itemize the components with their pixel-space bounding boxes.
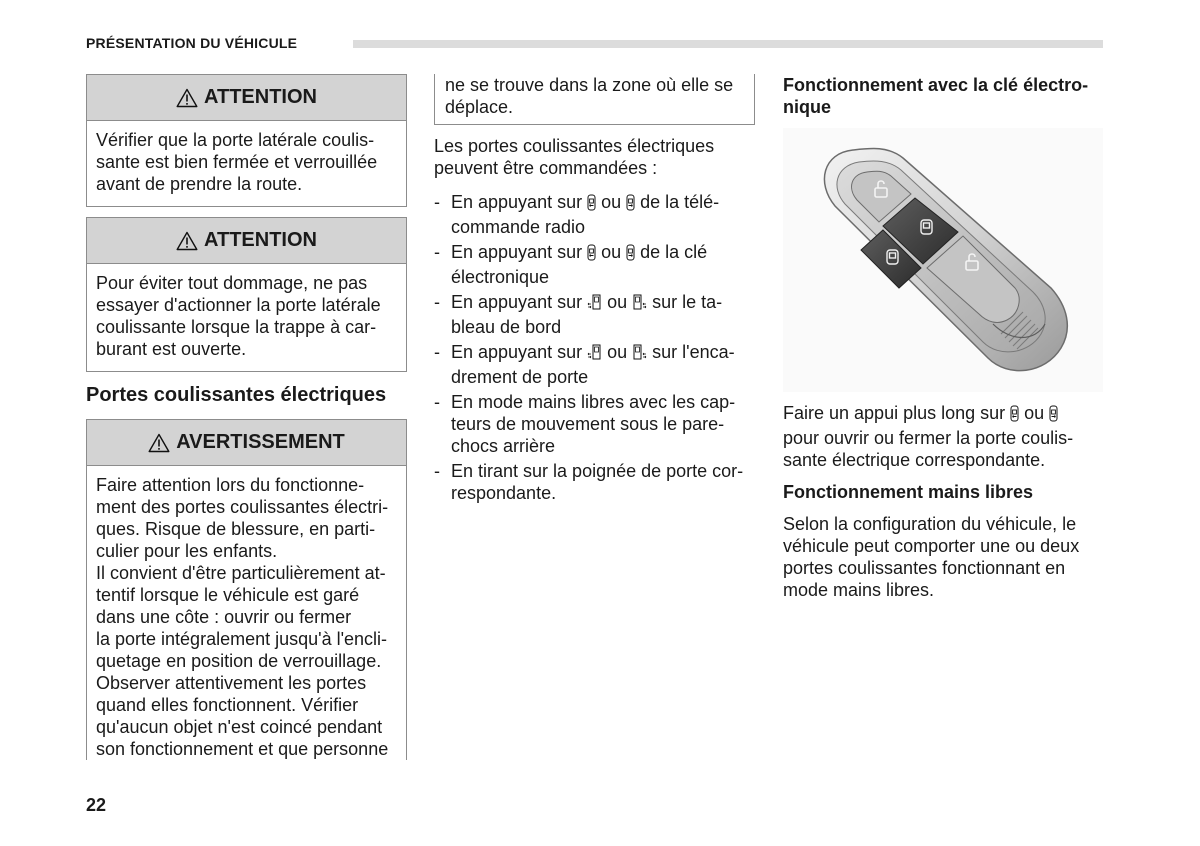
text-line: son fonctionnement et que personne — [96, 739, 389, 759]
paragraph-text: ou — [1019, 403, 1050, 423]
item-text: En appuyant sur — [451, 192, 588, 212]
text-line: avant de prendre la route. — [96, 174, 303, 194]
item-text: - En mode mains libres avec les cap- — [451, 392, 736, 412]
avertissement-header — [87, 420, 406, 466]
sliding-door-left-icon — [587, 244, 596, 266]
text-line: la porte intégralement jusqu'à l'encli- — [96, 629, 388, 649]
text-line: Les portes coulissantes électriques — [434, 136, 715, 156]
item-text: ou — [602, 342, 633, 362]
column-left — [86, 74, 407, 760]
item-text: de la télé- — [635, 192, 720, 212]
intro-paragraph — [434, 135, 755, 179]
sliding-door-left-icon — [1010, 405, 1019, 427]
item-text: électronique — [451, 267, 550, 287]
text-line: qu'aucun objet n'est coincé pendant — [96, 717, 383, 737]
text-line: Vérifier que la porte latérale coulis- — [96, 130, 375, 150]
command-list — [434, 191, 755, 504]
column-middle — [434, 74, 755, 507]
text-line: Observer attentivement les portes — [96, 673, 367, 693]
dashboard-door-right-icon — [632, 293, 647, 316]
text-line: dans une côte : ouvrir ou fermer — [96, 607, 352, 627]
text-line: ment des portes coulissantes électri- — [96, 497, 389, 517]
paragraph-text: Faire un appui plus long sur — [783, 403, 1011, 423]
attention-text-2 — [87, 264, 406, 371]
text-line: quetage en position de verrouillage. — [96, 651, 382, 671]
item-text: ou — [596, 192, 627, 212]
item-text: - En tirant sur la poignée de porte cor- — [451, 461, 744, 481]
subtitle-electronic-key — [783, 74, 1103, 118]
list-item — [434, 191, 755, 238]
attention-text-1 — [87, 121, 406, 206]
list-item — [434, 460, 755, 504]
warning-triangle-icon — [148, 433, 170, 453]
column-right — [783, 74, 1103, 601]
text-line: culier pour les enfants. — [96, 541, 278, 561]
list-item — [434, 391, 755, 457]
attention-header-1 — [87, 75, 406, 121]
dashboard-door-right-icon — [632, 343, 647, 366]
item-text: En appuyant sur — [451, 342, 588, 362]
item-text: En appuyant sur — [451, 242, 588, 262]
text-line: nique — [783, 97, 831, 117]
avertissement-continuation — [434, 74, 755, 125]
text-line: Il convient d'être particulièrement at- — [96, 563, 386, 583]
item-text: En appuyant sur — [451, 292, 588, 312]
text-line: déplace. — [445, 97, 514, 117]
running-header: PRÉSENTATION DU VÉHICULE — [86, 35, 298, 51]
avertissement-box — [86, 419, 407, 760]
header-rule — [353, 40, 1103, 48]
text-line: peuvent être commandées : — [434, 158, 658, 178]
avertissement-label: AVERTISSEMENT — [176, 431, 345, 453]
item-text: ou — [596, 242, 627, 262]
avertissement-text — [87, 466, 406, 760]
item-text: commande radio — [451, 217, 586, 237]
hands-free-paragraph — [783, 513, 1103, 601]
page-number: 22 — [86, 795, 107, 815]
item-text: teurs de mouvement sous le pare- — [451, 414, 725, 434]
text-line: tentif lorsque le véhicule est garé — [96, 585, 360, 605]
section-title: Portes coulissantes électriques — [86, 384, 387, 406]
text-line: ques. Risque de blessure, en parti- — [96, 519, 376, 539]
text-line: Faire attention lors du fonctionne- — [96, 475, 365, 495]
text-line: Fonctionnement avec la clé électro- — [783, 75, 1089, 95]
item-text: drement de porte — [451, 367, 589, 387]
attention-header-2 — [87, 218, 406, 264]
warning-triangle-icon — [176, 231, 198, 251]
text-line: pour ouvrir ou fermer la porte coulis- — [783, 428, 1074, 448]
sliding-door-right-icon — [626, 194, 635, 216]
sliding-door-left-icon — [587, 194, 596, 216]
list-item — [434, 291, 755, 338]
text-line: essayer d'actionner la porte latérale — [96, 295, 381, 315]
item-text: ou — [602, 292, 633, 312]
dashboard-door-left-icon — [587, 293, 602, 316]
item-text: bleau de bord — [451, 317, 562, 337]
attention-box-2 — [86, 217, 407, 372]
item-text: chocs arrière — [451, 436, 556, 456]
item-text: de la clé — [635, 242, 708, 262]
text-line: Pour éviter tout dommage, ne pas — [96, 273, 368, 293]
subtitle-hands-free: Fonctionnement mains libres — [783, 482, 1034, 502]
list-item — [434, 341, 755, 388]
text-line: sante est bien fermée et verrouillée — [96, 152, 378, 172]
text-line: Selon la configuration du véhicule, le — [783, 514, 1077, 534]
warning-triangle-icon — [176, 88, 198, 108]
text-line: véhicule peut comporter une ou deux — [783, 536, 1080, 556]
text-line: coulissante lorsque la trappe à car- — [96, 317, 377, 337]
text-line: mode mains libres. — [783, 580, 935, 600]
item-text: respondante. — [451, 483, 557, 503]
sliding-door-right-icon — [1049, 405, 1058, 427]
text-line: portes coulissantes fonctionnant en — [783, 558, 1066, 578]
sliding-door-right-icon — [626, 244, 635, 266]
text-line: quand elles fonctionnent. Vérifier — [96, 695, 359, 715]
item-text: sur l'enca- — [647, 342, 735, 362]
long-press-paragraph — [783, 402, 1103, 471]
attention-label: ATTENTION — [204, 86, 317, 108]
electronic-key-fob-illustration — [783, 128, 1103, 392]
attention-box-1 — [86, 74, 407, 207]
list-item — [434, 241, 755, 288]
text-line: sante électrique correspondante. — [783, 450, 1046, 470]
text-line: burant est ouverte. — [96, 339, 247, 359]
dashboard-door-left-icon — [587, 343, 602, 366]
attention-label: ATTENTION — [204, 229, 317, 251]
text-line: ne se trouve dans la zone où elle se — [445, 75, 734, 95]
item-text: sur le ta- — [647, 292, 723, 312]
